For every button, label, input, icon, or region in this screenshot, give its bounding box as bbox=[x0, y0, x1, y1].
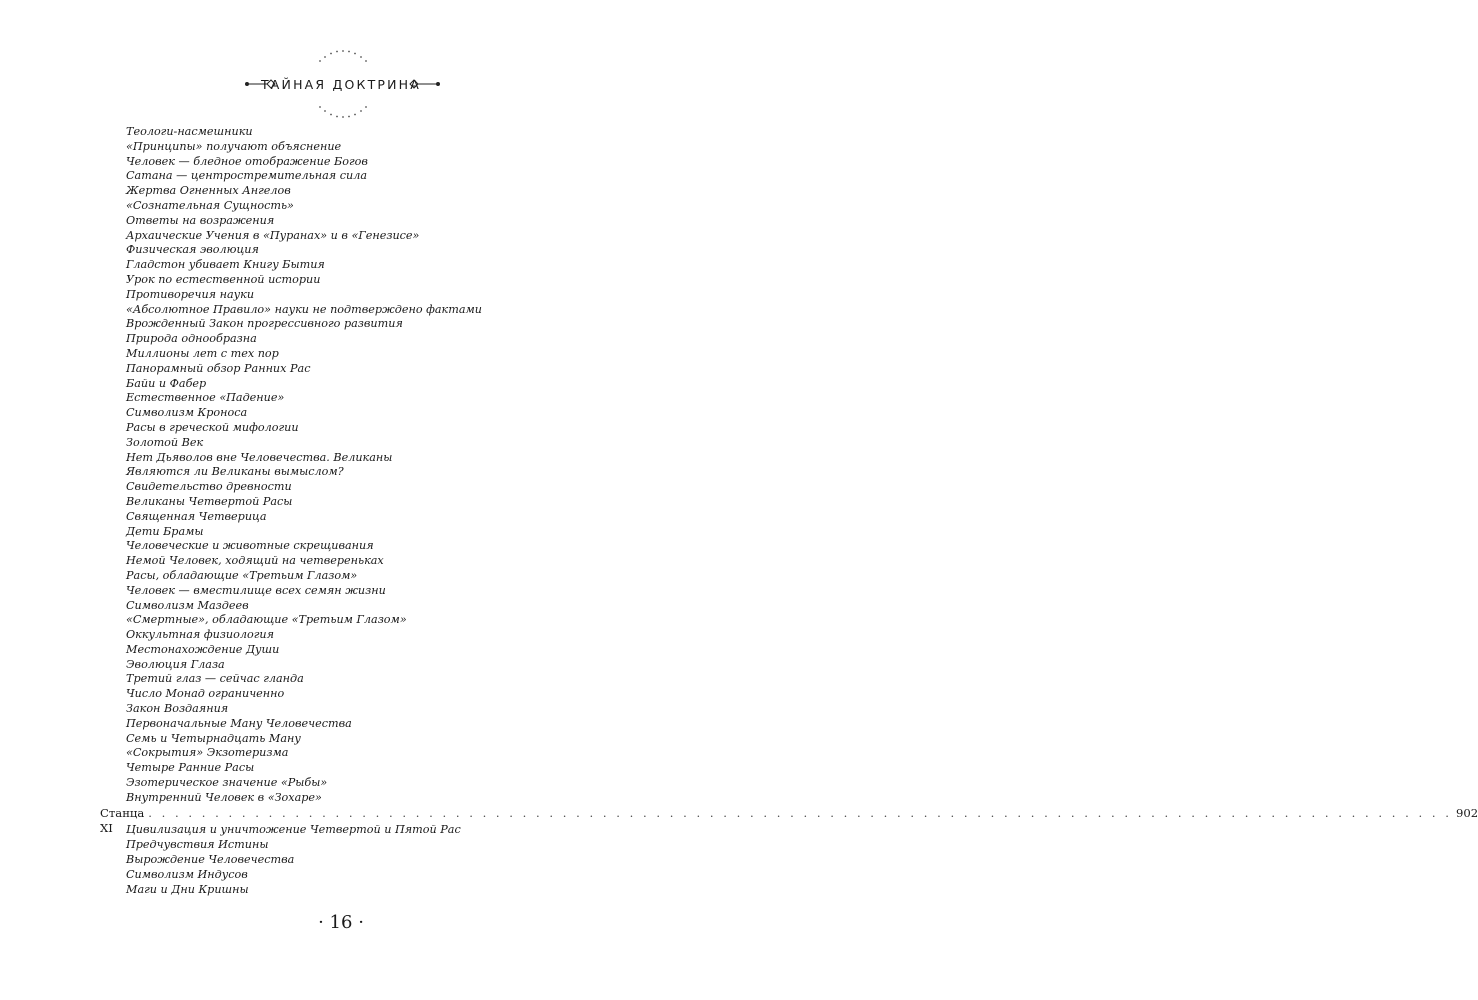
stanza-label: Станца XI bbox=[100, 806, 145, 835]
stanza-entries bbox=[126, 822, 616, 897]
running-header bbox=[0, 44, 682, 124]
page-number bbox=[0, 912, 682, 933]
toc-entry: Архаические Учения в «Пуранах» и в «Генезисе» bbox=[126, 228, 420, 242]
stanza-page: 902 bbox=[1455, 806, 1478, 820]
toc-entry: Являются ли Великаны вымыслом? bbox=[126, 465, 344, 479]
toc-entry: Противоречия науки bbox=[126, 287, 255, 301]
toc-entry: Панорамный обзор Ранних Рас bbox=[126, 361, 311, 375]
toc-entry: Первоначальные Ману Человечества bbox=[126, 716, 352, 730]
toc-entry: Миллионы лет с тех пор bbox=[126, 346, 279, 360]
running-header-title: ТАЙНАЯ ДОКТРИНА bbox=[260, 77, 422, 92]
toc-entry: Байи и Фабер bbox=[126, 376, 207, 390]
toc-entry: Ответы на возражения bbox=[126, 213, 275, 227]
toc-entry: Символизм Маздеев bbox=[126, 598, 249, 612]
dot-leader: . . . . . . . . . . . . . . . . . . . . . . . . . . . . . . . . . . . . . . . . . . . . . . . . . . . . . . . . . . . . . . . . . . . . . . . . . . . . . . . . . . . . . . . . . . . . . . . . . . bbox=[148, 806, 1452, 820]
toc-entry: Священная Четверица bbox=[126, 509, 267, 523]
page-number-dot-left: · bbox=[318, 912, 324, 933]
toc-entry: Эволюция Глаза bbox=[126, 657, 225, 671]
toc-entry: Немой Человек, ходящий на четвереньках bbox=[126, 554, 384, 568]
toc-entry: Символизм Индусов bbox=[126, 868, 248, 881]
toc-entry: «Принципы» получают объяснение bbox=[126, 139, 342, 153]
page-number-dot-right: · bbox=[358, 912, 364, 933]
toc-entry: «Сокрытия» Экзотеризма bbox=[126, 746, 289, 760]
toc-entry: Расы в греческой мифологии bbox=[126, 420, 299, 434]
toc-entry: Сатана — центростремительная сила bbox=[126, 169, 367, 183]
toc-entry: Нет Дьяволов вне Человечества. Великаны bbox=[126, 450, 393, 464]
toc-entry: Вырождение Человечества bbox=[126, 853, 295, 866]
toc-entry: Цивилизация и уничтожение Четвертой и Пятой Рас bbox=[126, 823, 461, 836]
toc-entry: Гладстон убивает Книгу Бытия bbox=[126, 258, 325, 272]
toc-entry: Физическая эволюция bbox=[126, 243, 259, 257]
toc-entry: Третий глаз — сейчас гланда bbox=[126, 672, 304, 686]
toc-entry: Маги и Дни Кришны bbox=[126, 883, 249, 896]
toc-entry: Естественное «Падение» bbox=[126, 391, 285, 405]
toc-entry: Человеческие и животные скрещивания bbox=[126, 539, 374, 553]
toc-entry: Четыре Ранние Расы bbox=[126, 761, 255, 775]
toc-entry: Местонахождение Души bbox=[126, 642, 280, 656]
toc-entry: Расы, обладающие «Третьим Глазом» bbox=[126, 568, 358, 582]
toc-entry: Эзотерическое значение «Рыбы» bbox=[126, 776, 328, 790]
toc-entry: Предчувствия Истины bbox=[126, 838, 269, 851]
toc-entry: «Сознательная Сущность» bbox=[126, 198, 294, 212]
toc-entry: Природа однообразна bbox=[126, 332, 257, 346]
toc-entry: Дети Брамы bbox=[126, 524, 204, 538]
toc-entry: «Смертные», обладающие «Третьим Глазом» bbox=[126, 613, 407, 627]
toc-entries bbox=[126, 125, 616, 806]
toc-entry: Врожденный Закон прогрессивного развития bbox=[126, 317, 403, 331]
page-number-value: 16 bbox=[329, 912, 353, 933]
toc-entry: Человек — бледное отображение Богов bbox=[126, 154, 368, 168]
toc-entry: Семь и Четырнадцать Ману bbox=[126, 731, 301, 745]
toc-entry: Человек — вместилище всех семян жизни bbox=[126, 583, 386, 597]
toc-entry: Теологи-насмешники bbox=[126, 125, 253, 138]
toc-entry: Закон Воздаяния bbox=[126, 702, 229, 716]
toc-entry: Число Монад ограниченно bbox=[126, 687, 285, 701]
toc-entry: Золотой Век bbox=[126, 435, 204, 449]
toc-entry: «Абсолютное Правило» науки не подтверждено фактами bbox=[126, 302, 482, 316]
toc-entry: Жертва Огненных Ангелов bbox=[126, 184, 291, 198]
toc-entry: Внутренний Человек в «Зохаре» bbox=[126, 790, 322, 804]
toc-entry: Свидетельство древности bbox=[126, 480, 292, 494]
toc-entry: Оккультная физиология bbox=[126, 628, 274, 642]
toc-entry: Символизм Кроноса bbox=[126, 406, 248, 420]
toc-entry: Урок по естественной истории bbox=[126, 272, 321, 286]
toc-entry: Великаны Четвертой Расы bbox=[126, 494, 293, 508]
